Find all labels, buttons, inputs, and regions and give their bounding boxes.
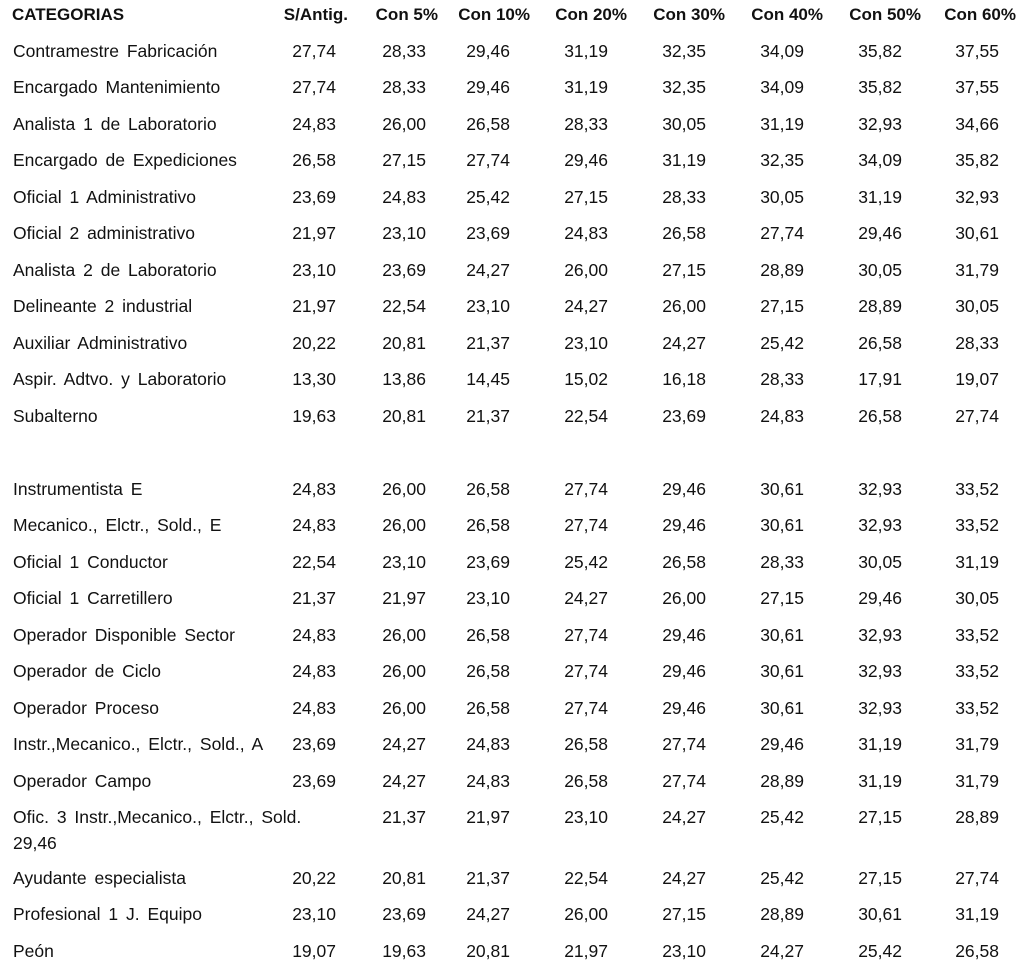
cell-category: Operador Proceso [13,698,159,718]
cell-con-5: 24,27 [382,771,426,791]
cell-con-20: 31,19 [564,41,608,61]
cell-con-10: 27,74 [466,150,510,170]
cell-con-60: 31,19 [955,552,999,572]
cell-con-40: 32,35 [760,150,804,170]
cell-con-60: 33,52 [955,698,999,718]
cell-con-40: 25,42 [760,807,804,827]
cell-con-30: 27,15 [662,904,706,924]
cell-category: Instr.,Mecanico., Elctr., Sold., A [13,734,264,754]
cell-con-30: 23,69 [662,406,706,426]
cell-con-40: 28,89 [760,771,804,791]
table-row [0,804,1020,853]
cell-category: Operador Campo [13,771,152,791]
cell-con-20: 28,33 [564,114,608,134]
cell-con-5: 26,00 [382,698,426,718]
header-s-antig: S/Antig. [283,5,348,24]
cell-con-20: 27,74 [564,698,608,718]
cell-con-20: 21,97 [564,941,608,961]
cell-con-5: 24,83 [382,187,426,207]
cell-con-5: 24,27 [382,734,426,754]
cell-con-50: 32,93 [858,625,902,645]
cell-con-50: 35,82 [858,77,902,97]
cell-con-60: 30,05 [955,296,999,316]
cell-con-30: 26,58 [662,552,706,572]
cell-s-antig: 23,69 [292,187,336,207]
cell-s-antig: 24,83 [292,661,336,681]
cell-con-5: 23,69 [382,904,426,924]
cell-con-30: 26,00 [662,588,706,608]
table-row [0,695,1020,725]
cell-category: Encargado de Expediciones [13,150,237,170]
cell-con-50: 31,19 [858,771,902,791]
cell-con-30: 29,46 [662,625,706,645]
cell-con-5: 22,54 [382,296,426,316]
cell-con-30: 26,00 [662,296,706,316]
cell-category: Encargado Mantenimiento [13,77,221,97]
cell-con-40: 30,61 [760,479,804,499]
cell-category: Contramestre Fabricación [13,41,218,61]
header-con-10: Con 10% [458,5,530,24]
cell-con-40: 30,05 [760,187,804,207]
cell-con-5: 20,81 [382,868,426,888]
cell-con-40: 27,15 [760,588,804,608]
cell-s-antig: 20,22 [292,868,336,888]
cell-con-10: 26,58 [466,625,510,645]
cell-con-40: 27,15 [760,296,804,316]
cell-s-antig: 24,83 [292,114,336,134]
cell-con-20: 22,54 [564,868,608,888]
cell-s-antig: 21,37 [292,588,336,608]
cell-con-60: 33,52 [955,479,999,499]
header-con-5: Con 5% [375,5,438,24]
cell-con-10: 21,97 [466,807,510,827]
cell-con-60: 33,52 [955,661,999,681]
cell-s-antig: 22,54 [292,552,336,572]
cell-con-50: 30,61 [858,904,902,924]
cell-con-40: 27,74 [760,223,804,243]
cell-con-60: 19,07 [955,369,999,389]
cell-con-5: 19,63 [382,941,426,961]
cell-s-antig: 27,74 [292,41,336,61]
cell-con-5: 21,97 [382,588,426,608]
cell-con-30: 29,46 [662,661,706,681]
cell-con-40: 30,61 [760,698,804,718]
cell-con-5: 26,00 [382,625,426,645]
cell-con-50: 31,19 [858,187,902,207]
cell-s-antig: 21,97 [292,223,336,243]
cell-con-30: 23,10 [662,941,706,961]
cell-category: Mecanico., Elctr., Sold., E [13,515,222,535]
header-con-60: Con 60% [944,5,1016,24]
cell-con-10: 21,37 [466,868,510,888]
cell-con-5: 27,15 [382,150,426,170]
cell-category: Aspir. Adtvo. y Laboratorio [13,369,227,389]
table-row [0,865,1020,895]
cell-con-40: 24,83 [760,406,804,426]
cell-con-50: 30,05 [858,260,902,280]
cell-con-60: 26,58 [955,941,999,961]
cell-con-30: 24,27 [662,807,706,827]
cell-con-20: 15,02 [564,369,608,389]
cell-con-10: 26,58 [466,698,510,718]
cell-con-60: 37,55 [955,77,999,97]
cell-con-5: 23,69 [382,260,426,280]
cell-con-10: 24,83 [466,734,510,754]
cell-con-60: 27,74 [955,406,999,426]
header-con-20: Con 20% [555,5,627,24]
cell-s-antig: 24,83 [292,698,336,718]
cell-con-50: 32,93 [858,661,902,681]
cell-category: Auxiliar Administrativo [13,333,188,353]
cell-con-30: 26,58 [662,223,706,243]
cell-con-20: 26,00 [564,904,608,924]
cell-s-antig: 20,22 [292,333,336,353]
cell-con-10: 29,46 [466,41,510,61]
cell-con-60: 28,89 [955,807,999,827]
table-row [0,585,1020,615]
cell-category: Analista 2 de Laboratorio [13,260,217,280]
header-con-40: Con 40% [751,5,823,24]
cell-con-10: 24,27 [466,260,510,280]
cell-con-10: 23,10 [466,588,510,608]
table-row [0,901,1020,931]
cell-con-30: 31,19 [662,150,706,170]
cell-con-5: 23,10 [382,223,426,243]
cell-category: Oficial 1 Administrativo [13,187,197,207]
cell-con-30: 27,15 [662,260,706,280]
cell-con-20: 24,83 [564,223,608,243]
cell-con-5: 20,81 [382,333,426,353]
cell-con-30: 29,46 [662,515,706,535]
cell-con-40: 28,33 [760,369,804,389]
cell-con-50: 31,19 [858,734,902,754]
cell-con-20: 23,10 [564,807,608,827]
table-row [0,476,1020,506]
cell-con-40: 30,61 [760,661,804,681]
cell-con-40: 31,19 [760,114,804,134]
table-row [0,147,1020,177]
cell-con-60: 32,93 [955,187,999,207]
cell-con-30: 28,33 [662,187,706,207]
cell-con-20: 26,58 [564,771,608,791]
cell-con-50: 32,93 [858,479,902,499]
cell-con-40: 28,89 [760,904,804,924]
table-row [0,658,1020,688]
table-row [0,403,1020,433]
cell-con-20: 22,54 [564,406,608,426]
table-row [0,330,1020,360]
cell-con-50: 35,82 [858,41,902,61]
cell-con-60: 31,19 [955,904,999,924]
cell-con-30: 29,46 [662,698,706,718]
header-con-30: Con 30% [653,5,725,24]
table-row [0,549,1020,579]
table-row [0,938,1020,968]
cell-category: Operador de Ciclo [13,661,162,681]
cell-s-antig: 19,63 [292,406,336,426]
cell-con-40: 25,42 [760,868,804,888]
cell-s-antig: 27,74 [292,77,336,97]
cell-con-20: 27,74 [564,625,608,645]
cell-con-10: 23,10 [466,296,510,316]
cell-con-50: 26,58 [858,333,902,353]
cell-con-5: 28,33 [382,77,426,97]
table-row [0,74,1020,104]
cell-con-10: 14,45 [466,369,510,389]
table-row [0,622,1020,652]
cell-con-5: 26,00 [382,114,426,134]
cell-s-antig: 23,10 [292,260,336,280]
cell-con-30: 16,18 [662,369,706,389]
cell-con-10: 24,83 [466,771,510,791]
cell-con-20: 24,27 [564,588,608,608]
cell-con-10: 26,58 [466,479,510,499]
header-categorias: CATEGORIAS [12,5,125,24]
cell-con-10: 24,27 [466,904,510,924]
cell-s-antig: 24,83 [292,479,336,499]
cell-con-10: 26,58 [466,661,510,681]
cell-con-50: 32,93 [858,515,902,535]
cell-con-20: 27,74 [564,479,608,499]
cell-category: Peón [13,941,54,961]
cell-category: Delineante 2 industrial [13,296,193,316]
cell-con-30: 32,35 [662,77,706,97]
cell-con-30: 27,74 [662,771,706,791]
cell-con-60: 35,82 [955,150,999,170]
table-row [0,731,1020,761]
cell-con-50: 26,58 [858,406,902,426]
table-row [0,220,1020,250]
table-row [0,257,1020,287]
cell-con-60: 31,79 [955,260,999,280]
cell-category: Profesional 1 J. Equipo [13,904,202,924]
cell-con-60: 34,66 [955,114,999,134]
cell-category: Ofic. 3 Instr.,Mecanico., Elctr., Sold. 29,46 [13,807,302,853]
cell-con-40: 29,46 [760,734,804,754]
cell-con-60: 28,33 [955,333,999,353]
cell-con-60: 30,05 [955,588,999,608]
cell-s-antig: 23,10 [292,904,336,924]
cell-con-50: 27,15 [858,868,902,888]
cell-con-30: 27,74 [662,734,706,754]
cell-category: Operador Disponible Sector [13,625,235,645]
cell-con-50: 32,93 [858,114,902,134]
table-row [0,111,1020,141]
table-row [0,38,1020,68]
cell-con-30: 29,46 [662,479,706,499]
cell-s-antig: 13,30 [292,369,336,389]
cell-con-10: 29,46 [466,77,510,97]
cell-con-40: 34,09 [760,77,804,97]
cell-con-20: 27,74 [564,515,608,535]
table-row [0,184,1020,214]
cell-con-5: 26,00 [382,479,426,499]
table-row [0,768,1020,798]
cell-con-40: 25,42 [760,333,804,353]
header-con-50: Con 50% [849,5,921,24]
cell-con-50: 28,89 [858,296,902,316]
cell-con-40: 28,33 [760,552,804,572]
cell-con-50: 29,46 [858,223,902,243]
cell-con-40: 30,61 [760,625,804,645]
cell-con-50: 17,91 [858,369,902,389]
cell-con-60: 27,74 [955,868,999,888]
cell-con-20: 26,00 [564,260,608,280]
table-row [0,366,1020,396]
cell-s-antig: 24,83 [292,625,336,645]
cell-con-40: 30,61 [760,515,804,535]
cell-con-30: 24,27 [662,333,706,353]
cell-con-10: 26,58 [466,114,510,134]
cell-con-30: 24,27 [662,868,706,888]
cell-s-antig: 26,58 [292,150,336,170]
cell-con-5: 21,37 [382,807,426,827]
cell-con-60: 37,55 [955,41,999,61]
cell-s-antig: 21,97 [292,296,336,316]
cell-con-10: 23,69 [466,223,510,243]
cell-s-antig: 24,83 [292,515,336,535]
cell-category: Instrumentista E [13,479,143,499]
cell-con-5: 23,10 [382,552,426,572]
cell-con-10: 21,37 [466,333,510,353]
cell-con-50: 29,46 [858,588,902,608]
cell-con-20: 25,42 [564,552,608,572]
cell-s-antig: 23,69 [292,734,336,754]
cell-con-5: 13,86 [382,369,426,389]
cell-con-20: 27,15 [564,187,608,207]
cell-con-5: 28,33 [382,41,426,61]
table-row [0,293,1020,323]
cell-con-10: 23,69 [466,552,510,572]
table-row [0,512,1020,542]
cell-con-60: 30,61 [955,223,999,243]
cell-category: Oficial 1 Carretillero [13,588,173,608]
cell-con-5: 26,00 [382,515,426,535]
table-header [0,2,1020,32]
cell-category: Oficial 2 administrativo [13,223,196,243]
cell-con-5: 20,81 [382,406,426,426]
cell-con-10: 21,37 [466,406,510,426]
cell-con-40: 24,27 [760,941,804,961]
cell-con-10: 25,42 [466,187,510,207]
cell-con-60: 33,52 [955,625,999,645]
cell-con-50: 34,09 [858,150,902,170]
cell-con-60: 31,79 [955,734,999,754]
cell-con-30: 30,05 [662,114,706,134]
cell-con-10: 20,81 [466,941,510,961]
cell-con-20: 27,74 [564,661,608,681]
cell-con-40: 28,89 [760,260,804,280]
cell-s-antig: 23,69 [292,771,336,791]
cell-con-60: 33,52 [955,515,999,535]
cell-category: Oficial 1 Conductor [13,552,168,572]
cell-con-50: 25,42 [858,941,902,961]
cell-con-60: 31,79 [955,771,999,791]
cell-con-5: 26,00 [382,661,426,681]
cell-con-50: 27,15 [858,807,902,827]
cell-con-20: 24,27 [564,296,608,316]
cell-category: Ayudante especialista [13,868,186,888]
cell-con-40: 34,09 [760,41,804,61]
cell-con-20: 23,10 [564,333,608,353]
cell-con-20: 29,46 [564,150,608,170]
cell-con-50: 32,93 [858,698,902,718]
cell-con-30: 32,35 [662,41,706,61]
cell-con-50: 30,05 [858,552,902,572]
cell-s-antig: 19,07 [292,941,336,961]
cell-category: Analista 1 de Laboratorio [13,114,217,134]
cell-con-20: 26,58 [564,734,608,754]
cell-category: Subalterno [13,406,98,426]
cell-con-10: 26,58 [466,515,510,535]
cell-con-20: 31,19 [564,77,608,97]
